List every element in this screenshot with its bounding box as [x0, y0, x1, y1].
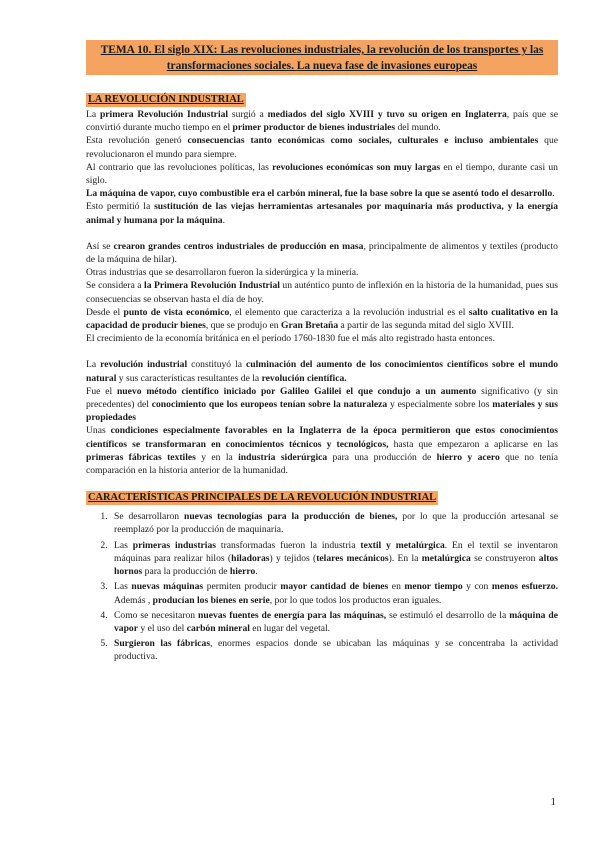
paragraph [86, 108, 558, 134]
text-run: , el elemento que caracteriza a la revolución industrial es el [229, 306, 469, 318]
list-item [110, 580, 558, 606]
text-run: constituyó la [187, 359, 247, 371]
document-title: TEMA 10. El siglo XIX: Las revoluciones industriales, la revolución de los transportes y las transformaciones sociales. La nueva fase de invasiones europeas [86, 40, 558, 75]
text-run: ). En la [388, 552, 422, 564]
bold-text: telares mecánicos [316, 552, 389, 564]
paragraph [86, 358, 558, 384]
bold-text: primer productor de bienes industriales [232, 122, 396, 134]
bold-text: máquina de vapor [114, 609, 559, 634]
text-run: . [222, 214, 225, 226]
text-run: que revolucionaron el mundo para siempre. [86, 135, 558, 160]
bold-text: punto de vista económico [123, 306, 230, 318]
bold-text: carbón mineral [186, 622, 250, 634]
text-run: Las [114, 581, 132, 593]
bold-text: industria siderúrgica [238, 451, 328, 463]
text-run: El crecimiento de la economía británica en el período 1760-1830 fue el más alto registrado hasta entonces. [86, 333, 495, 345]
bold-text: altos hornos [114, 552, 558, 578]
bold-text: revolución industrial [100, 359, 188, 371]
text-run: en lugar del vegetal. [249, 622, 331, 634]
document-page [86, 40, 558, 666]
text-run: hasta que empezaron a aplicarse en las [388, 438, 558, 450]
paragraph [86, 240, 558, 266]
text-run: del mundo. [395, 122, 441, 134]
characteristics-list [86, 510, 558, 663]
text-run: , enormes espacios donde se ubicaban las máquinas y se concentraba la actividad productiva. [114, 638, 558, 663]
bold-text: nuevas fuentes de energía para las máquinas, [198, 609, 387, 621]
bold-text: nuevas máquinas [131, 581, 204, 593]
text-run: un auténtico punto de inflexión en la historia de la humanidad, pues sus consecuencias se observan hasta el día de hoy. [86, 280, 559, 305]
text-run: Desde el [86, 306, 124, 318]
text-run: ) y tejidos ( [269, 552, 317, 564]
list-item [110, 609, 558, 635]
text-run: Esto permitió la [86, 201, 155, 213]
list-item [110, 539, 558, 579]
bold-text: mediados del siglo XVIII y tuvo su origen en Inglaterra [267, 109, 507, 120]
paragraph [86, 385, 558, 425]
text-run: , que se produjo en [205, 320, 281, 332]
text-run: Las [114, 539, 133, 551]
text-run: transformadas fueron la industria [216, 539, 361, 551]
bold-text: primeras fábricas textiles [86, 451, 196, 463]
text-run: en [388, 581, 405, 593]
text-run: y el uso del [137, 622, 187, 634]
bold-text: menos esfuerzo. [491, 581, 558, 593]
text-run: en el tiempo, durante casi un siglo. [86, 161, 558, 187]
paragraph [86, 134, 558, 160]
bold-text: primera Revolución Industrial [99, 109, 229, 120]
paragraph [86, 279, 558, 305]
paragraph [86, 332, 558, 345]
text-run: que no tenía comparación en la historia anterior de la humanidad. [86, 451, 558, 477]
text-run: permiten producir [203, 581, 281, 593]
text-run: y especialmente sobre los [387, 399, 493, 411]
bold-text: conocimiento que los europeos tenían sobre la naturaleza [151, 399, 388, 411]
text-run: Otras industrias que se desarrollaron fueron la siderúrgica y la minería. [86, 267, 359, 279]
paragraph [86, 200, 558, 226]
bold-text: Surgieron las fábricas [114, 638, 211, 650]
bold-text: metalúrgica [421, 552, 471, 564]
bold-text: textil y metalúrgica [360, 539, 445, 551]
section-heading-revolucion-industrial: LA REVOLUCIÓN INDUSTRIAL [88, 94, 244, 105]
bold-text: condiciones especialmente favorables en la Inglaterra de la época permitieron que estos conocimientos científicos se transformaran en conocimientos técnicos y tecnológicos, [86, 425, 558, 450]
paragraph-gap [86, 345, 558, 358]
bold-text: consecuencias tanto económicas como sociales, culturales e incluso ambientales [187, 135, 539, 147]
text-run: Así se [86, 240, 114, 252]
text-run: se construyeron [470, 552, 539, 564]
text-run: Unas [86, 425, 111, 437]
text-run: significativo (y sin precedentes) del [86, 385, 558, 411]
text-run: surgió a [228, 109, 268, 120]
paragraph [86, 187, 558, 200]
text-run: , país que se convirtió durante mucho tiempo en el [86, 109, 558, 134]
text-run: y en la [195, 451, 239, 463]
text-run: por lo que la producción artesanal se reemplazó por la producción de maquinaria. [114, 511, 558, 536]
list-item [110, 510, 558, 536]
paragraph-gap [86, 477, 558, 487]
text-run: , principalmente de alimentos y textiles (producto de la máquina de hilar). [86, 240, 558, 266]
text-run: La [86, 359, 101, 371]
text-run: Esta revolución generó [86, 135, 188, 147]
bold-text: producían los bienes en serie [152, 594, 270, 606]
text-run: Se desarrollaron [114, 511, 185, 523]
text-run: Como se necesitaron [114, 609, 199, 621]
bold-text: revolución científica. [261, 372, 347, 384]
bold-text: la Primera Revolución Industrial [144, 280, 280, 292]
text-run: . En el textil se inventaron máquinas para realizar hilos ( [114, 539, 558, 564]
list-item [110, 637, 558, 663]
bold-text: Gran Bretaña [281, 320, 339, 332]
bold-text: hierro y acero [436, 451, 500, 463]
text-run: para una producción de [327, 451, 437, 463]
bold-text: salto cualitativo en la capacidad de producir bienes [86, 306, 558, 332]
bold-text: primeras industrias [132, 539, 216, 551]
text-run: Al contrario que las revoluciones políticas, las [86, 161, 273, 173]
bold-text: mayor cantidad de bienes [280, 581, 389, 593]
paragraph [86, 161, 558, 187]
text-run: Se considera a [86, 280, 145, 292]
bold-text: hierro [229, 566, 256, 578]
bold-text: materiales y sus propiedades [86, 399, 558, 424]
text-run: a partir de las segunda mitad del siglo XVIII. [338, 320, 514, 332]
bold-text: revoluciones económicas son muy largas [272, 161, 441, 173]
text-run: para la producción de [142, 566, 230, 578]
text-run: Además , [114, 594, 153, 606]
bold-text: nuevas tecnologías para la producción de bienes, [184, 511, 398, 523]
text-run: . [255, 566, 258, 578]
paragraph [86, 424, 558, 477]
section-heading-caracteristicas: CARACTERÍSTICAS PRINCIPALES DE LA REVOLUCIÓN INDUSTRIAL [88, 492, 437, 504]
text-run: y con [462, 581, 492, 593]
paragraph [86, 266, 558, 279]
page-number: 1 [550, 796, 556, 808]
bold-text: culminación del aumento de los conocimientos científicos sobre el mundo natural [86, 359, 558, 384]
text-run: se estimuló el desarrollo de la [386, 609, 510, 621]
paragraph [86, 306, 558, 332]
bold-text: sustitución de las viejas herramientas artesanales por maquinaria más productiva, y la energía animal y humana por la máquina [86, 201, 558, 226]
bold-text: nuevo método científico iniciado por Galileo Galilei el que condujo a un aumento [116, 385, 477, 397]
text-run: y sus características resultantes de la [116, 372, 262, 384]
text-run: . [552, 188, 555, 200]
bold-text: menor tiempo [404, 581, 463, 593]
bold-text: crearon grandes centros industriales de producción en masa [113, 240, 364, 252]
bold-text: La máquina de vapor, cuyo combustible era el carbón mineral, fue la base sobre la que se asentó todo el desarrollo [86, 188, 553, 200]
text-run: Fue el [86, 385, 117, 397]
bold-text: hiladoras [231, 552, 270, 564]
text-run: La [86, 109, 100, 120]
text-run: , por lo que todos los productos eran iguales. [269, 594, 442, 606]
paragraph-gap [86, 227, 558, 240]
